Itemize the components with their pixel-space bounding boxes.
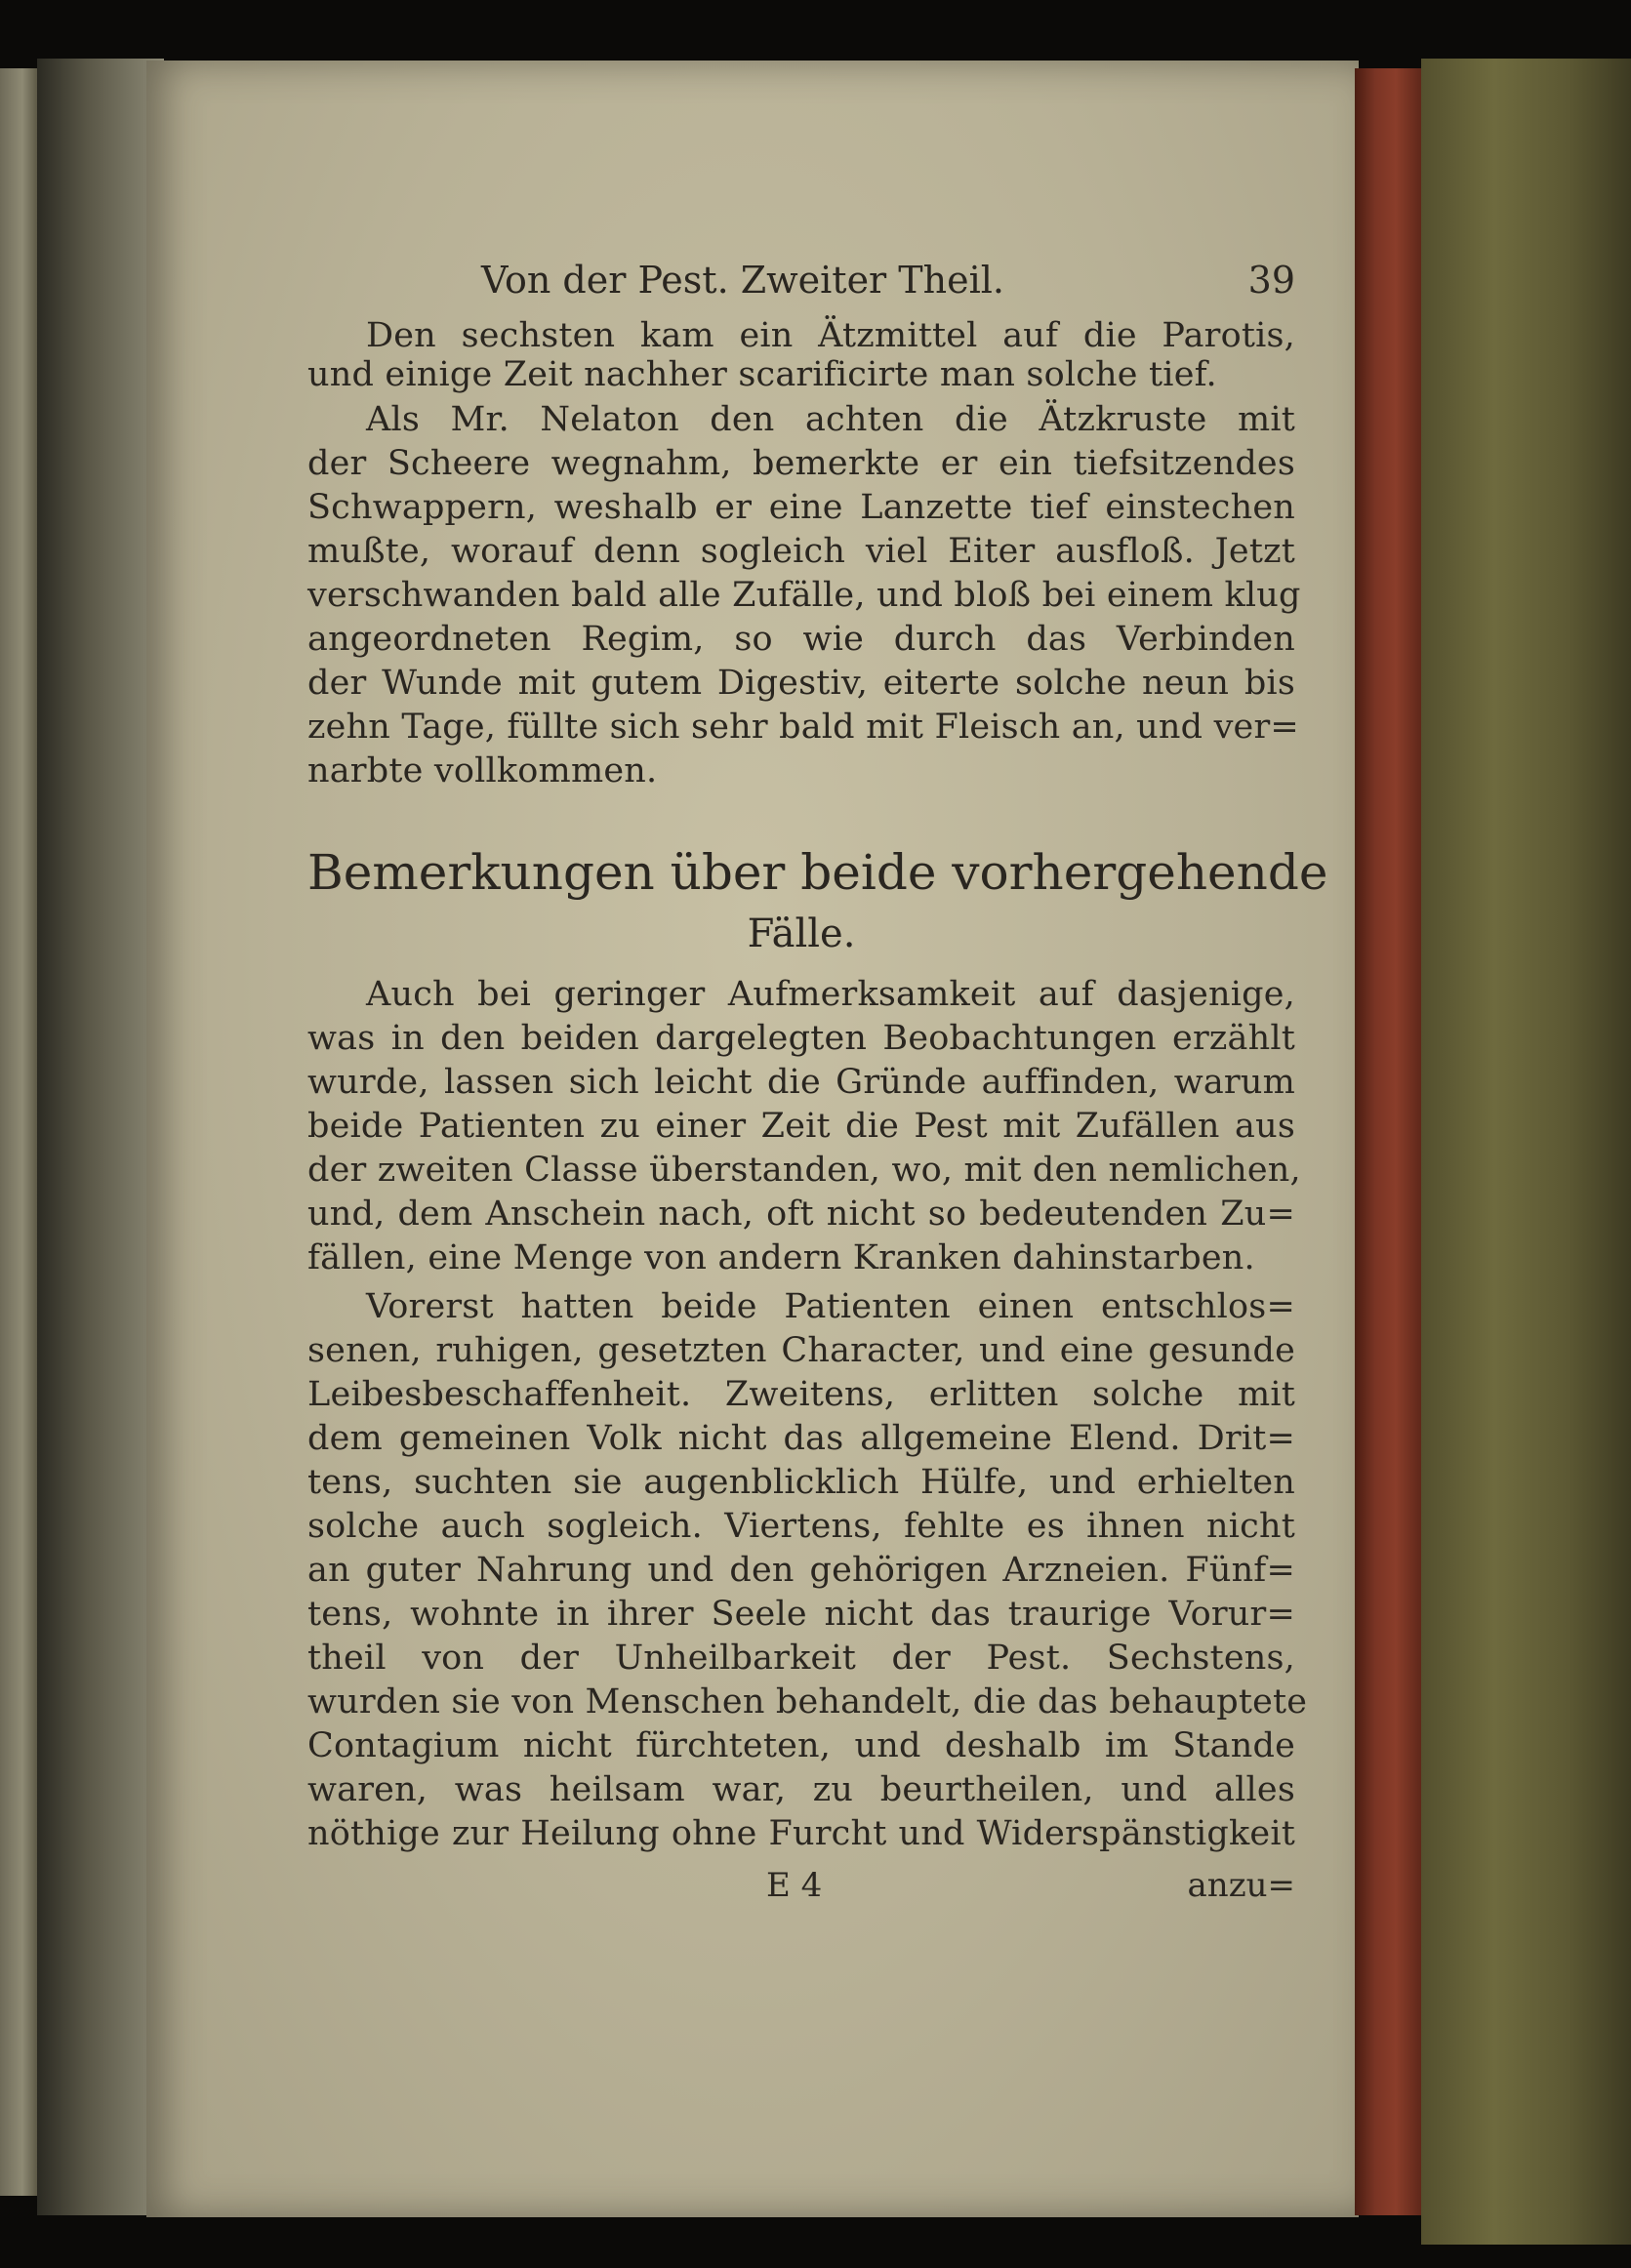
text-line: der Scheere wegnahm, bemerkte er ein tiefsitzendes <box>307 444 1295 483</box>
running-header <box>307 256 1295 304</box>
text-line: fällen, eine Menge von andern Kranken dahinstarben. <box>307 1238 1255 1277</box>
text-line: beide Patienten zu einer Zeit die Pest mit Zufällen aus <box>307 1107 1295 1146</box>
text-line: waren, was heilsam war, zu beurtheilen, und alles <box>307 1770 1295 1809</box>
text-line: wurde, lassen sich leicht die Gründe auffinden, warum <box>307 1063 1295 1102</box>
book-cover-board <box>1421 59 1631 2245</box>
text-line: an guter Nahrung und den gehörigen Arzneien. Fünf= <box>307 1551 1295 1590</box>
text-line: der zweiten Classe überstanden, wo, mit den nemlichen, <box>307 1151 1301 1190</box>
book-page <box>146 61 1359 2217</box>
left-page-edge <box>0 68 37 2196</box>
running-title: Von der Pest. Zweiter Theil. <box>481 259 1004 302</box>
text-line: dem gemeinen Volk nicht das allgemeine Elend. Drit= <box>307 1419 1295 1458</box>
text-line: tens, wohnte in ihrer Seele nicht das traurige Vorur= <box>307 1595 1295 1634</box>
text-line: und einige Zeit nachher scarificirte man solche tief. <box>307 355 1217 394</box>
text-line: und, dem Anschein nach, oft nicht so bedeutenden Zu= <box>307 1195 1295 1234</box>
text-line: Leibesbeschaffenheit. Zweitens, erlitten solche mit <box>307 1375 1295 1414</box>
text-line: Contagium nicht fürchteten, und deshalb im Stande <box>307 1726 1295 1765</box>
red-page-edge <box>1355 68 1423 2215</box>
text-line: nöthige zur Heilung ohne Furcht und Widerspänstigkeit <box>307 1814 1295 1853</box>
text-line: theil von der Unheilbarkeit der Pest. Sechstens, <box>307 1639 1295 1678</box>
text-line: Vorerst hatten beide Patienten einen entschlos= <box>366 1287 1295 1326</box>
text-line: der Wunde mit gutem Digestiv, eiterte solche neun bis <box>307 664 1295 703</box>
text-line: Den sechsten kam ein Ätzmittel auf die Parotis, <box>366 316 1295 355</box>
text-line: zehn Tage, füllte sich sehr bald mit Fleisch an, und ver= <box>307 708 1299 747</box>
section-heading-continued: Fälle. <box>747 911 856 956</box>
text-line: verschwanden bald alle Zufälle, und bloß bei einem klug <box>307 576 1301 615</box>
text-line: wurden sie von Menschen behandelt, die das behauptete <box>307 1682 1308 1721</box>
text-line: Auch bei geringer Aufmerksamkeit auf dasjenige, <box>366 975 1295 1014</box>
text-line: tens, suchten sie augenblicklich Hülfe, und erhielten <box>307 1463 1295 1502</box>
text-line: narbte vollkommen. <box>307 751 658 790</box>
page-number: 39 <box>1247 259 1295 302</box>
section-heading: Bemerkungen über beide vorhergehende <box>307 844 1328 901</box>
text-line: angeordneten Regim, so wie durch das Verbinden <box>307 620 1295 659</box>
text-line: was in den beiden dargelegten Beobachtungen erzählt <box>307 1019 1295 1058</box>
text-line: mußte, worauf denn sogleich viel Eiter ausfloß. Jetzt <box>307 532 1295 571</box>
text-line: solche auch sogleich. Viertens, fehlte es ihnen nicht <box>307 1507 1295 1546</box>
text-line: Schwappern, weshalb er eine Lanzette tief einstechen <box>307 488 1295 527</box>
page-footer <box>307 1864 1295 1907</box>
signature-mark: E 4 <box>766 1866 823 1905</box>
text-line: Als Mr. Nelaton den achten die Ätzkruste mit <box>366 400 1295 439</box>
catchword: anzu= <box>1187 1866 1295 1905</box>
text-line: senen, ruhigen, gesetzten Character, und eine gesunde <box>307 1331 1295 1370</box>
book-gutter <box>37 59 164 2215</box>
